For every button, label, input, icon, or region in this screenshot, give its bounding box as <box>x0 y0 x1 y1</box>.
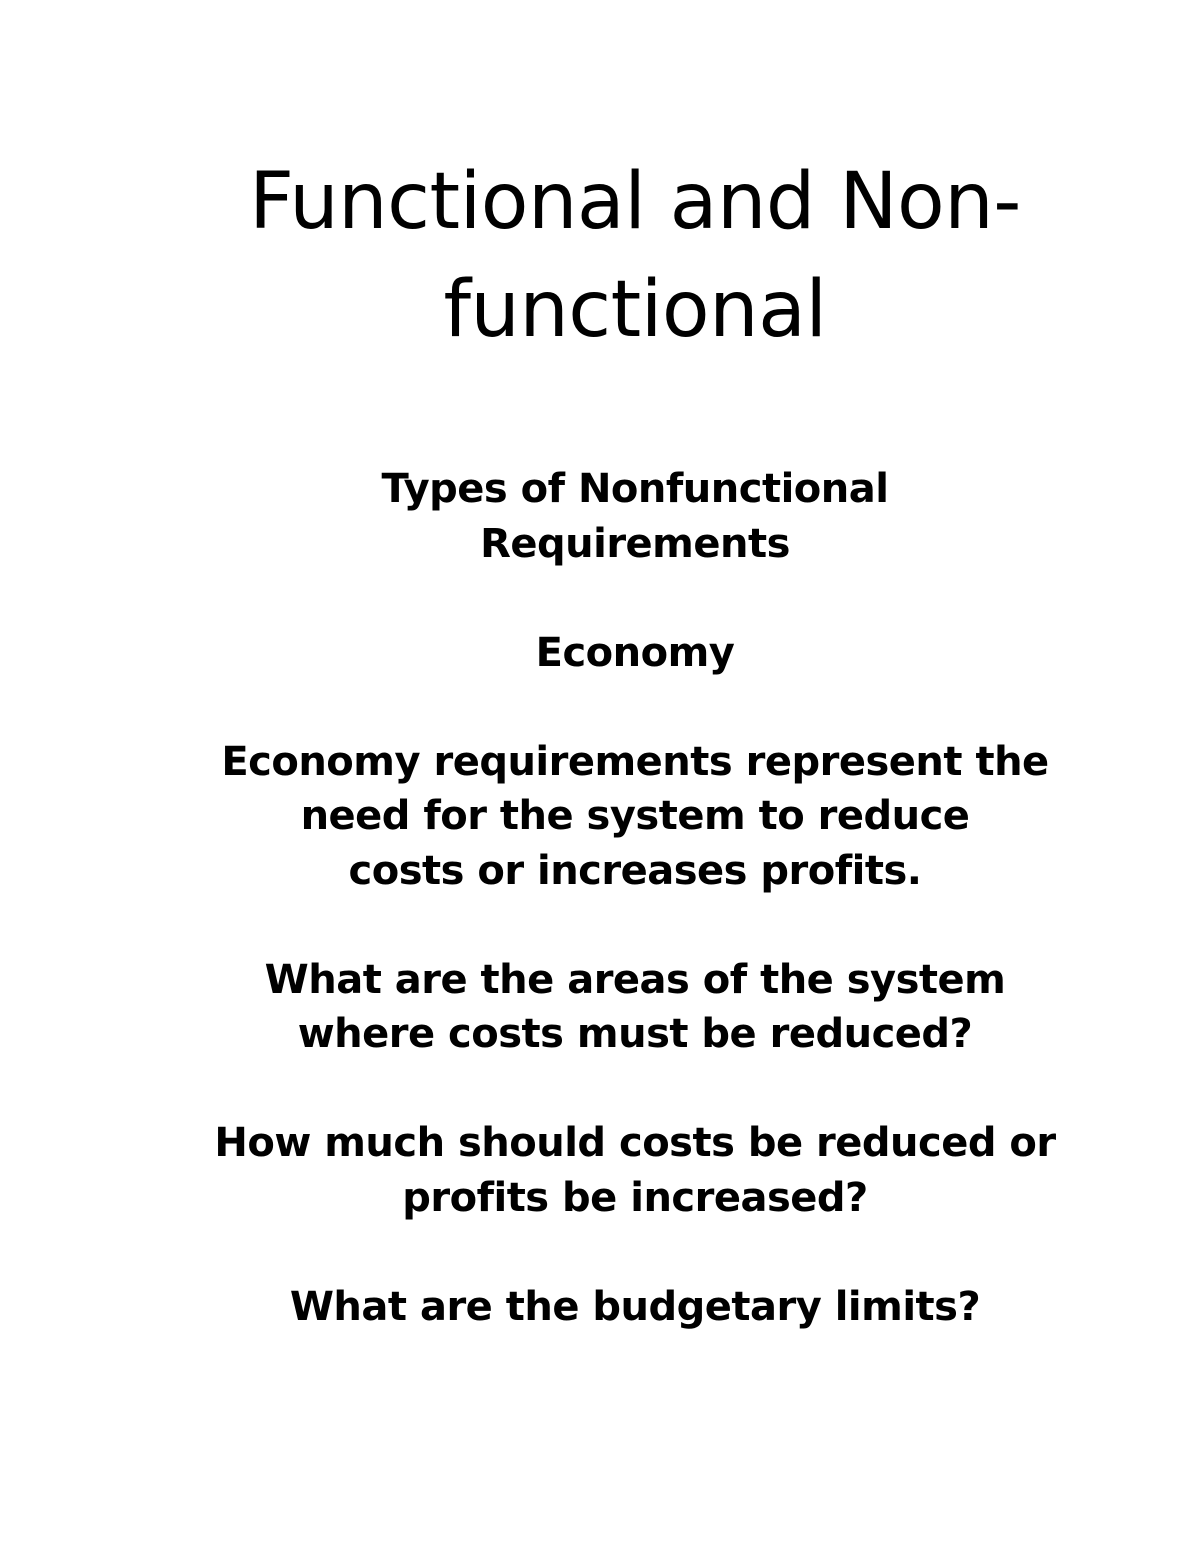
question-2-line-2: profits be increased? <box>402 1174 868 1221</box>
question-1-line-1: What are the areas of the system <box>264 956 1006 1003</box>
topic-heading <box>150 626 1120 681</box>
section-heading-line-1: Types of Nonfunctional <box>381 466 889 512</box>
question-3-line-1: What are the budgetary limits? <box>289 1283 981 1330</box>
description-line-1: Economy requirements represent the <box>221 738 1049 785</box>
title-line-1: Functional and Non- <box>249 157 1021 247</box>
document-body <box>150 462 1120 1389</box>
topic-label: Economy <box>535 629 735 676</box>
description-line-3: costs or increases profits. <box>348 847 922 894</box>
question-1 <box>150 953 1120 1062</box>
question-3 <box>150 1280 1120 1335</box>
section-heading <box>150 462 1120 571</box>
section-heading-line-2: Requirements <box>480 520 790 567</box>
description-line-2: need for the system to reduce <box>300 793 970 839</box>
page-title <box>150 148 1120 364</box>
question-2 <box>150 1116 1120 1225</box>
question-2-line-1: How much should costs be reduced or <box>214 1120 1056 1166</box>
description-paragraph <box>150 735 1120 899</box>
question-1-line-2: where costs must be reduced? <box>297 1011 973 1057</box>
title-line-2: functional <box>443 265 827 355</box>
